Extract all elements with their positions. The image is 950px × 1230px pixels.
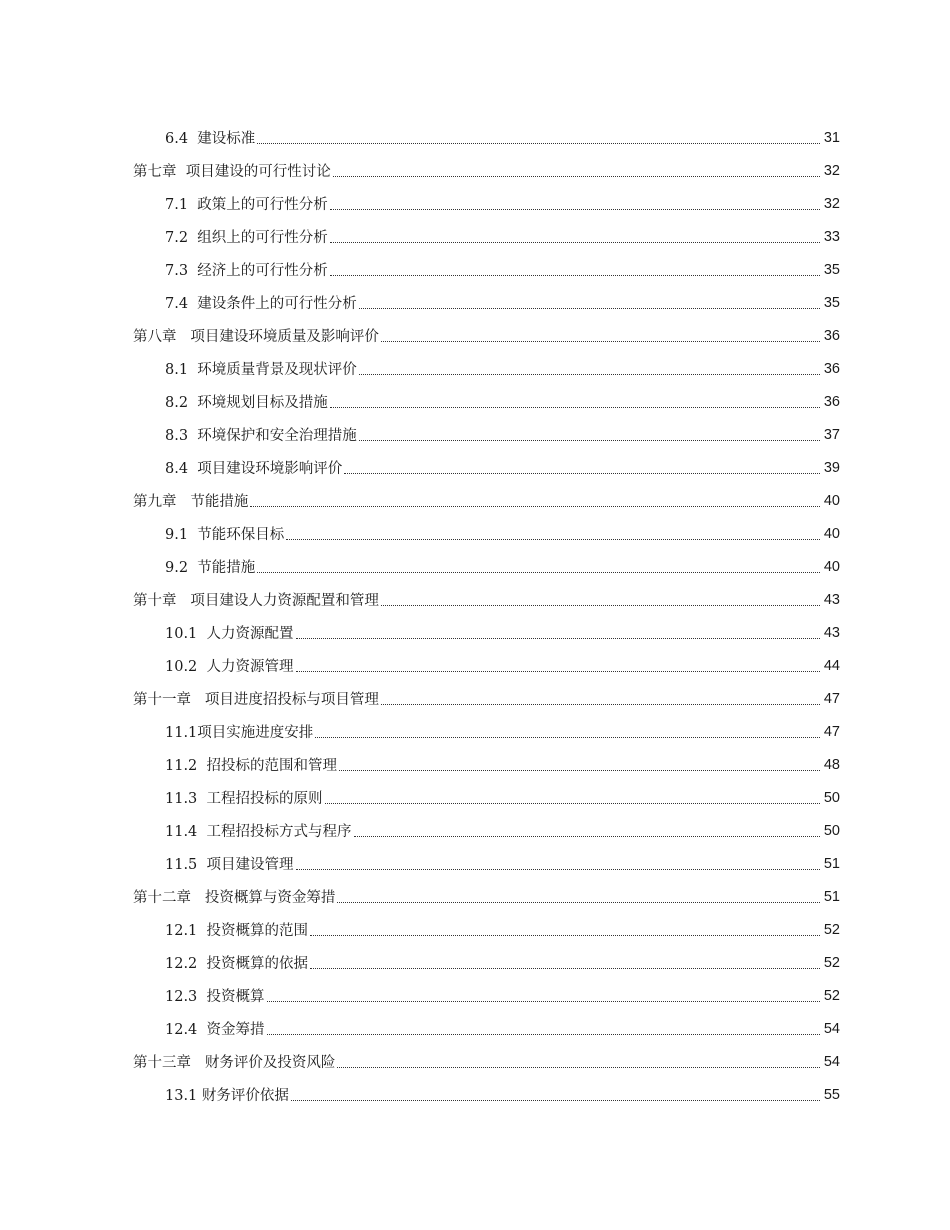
toc-dot-leader — [333, 175, 820, 177]
toc-entry-title: 7.1 政策上的可行性分析 — [165, 197, 328, 213]
toc-entry-title: 11.4 工程招投标方式与程序 — [165, 824, 352, 840]
toc-page-number: 52 — [823, 921, 840, 938]
toc-entry-title: 12.1 投资概算的范围 — [165, 923, 309, 939]
toc-page-number: 54 — [823, 1020, 840, 1037]
toc-page-number: 33 — [823, 228, 840, 245]
toc-entry-title: 7.3 经济上的可行性分析 — [165, 263, 328, 279]
toc-entry-title: 11.2 招投标的范围和管理 — [165, 758, 338, 774]
toc-entry-title: 第九章 节能措施 — [133, 494, 249, 510]
toc-dot-leader — [310, 934, 820, 936]
toc-dot-leader — [291, 1099, 820, 1101]
toc-entry[interactable] — [0, 187, 950, 220]
toc-entry-title: 10.1 人力资源配置 — [165, 626, 294, 642]
toc-entry-title: 8.1 环境质量背景及现状评价 — [165, 362, 357, 378]
toc-entry-title: 12.3 投资概算 — [165, 989, 265, 1005]
toc-entry-title: 第八章 项目建设环境质量及影响评价 — [133, 329, 379, 345]
toc-entry-title: 11.3 工程招投标的原则 — [165, 791, 323, 807]
toc-entry[interactable] — [0, 418, 950, 451]
toc-entry[interactable] — [0, 979, 950, 1012]
toc-page-number: 40 — [823, 492, 840, 509]
toc-entry[interactable] — [0, 649, 950, 682]
toc-entry[interactable] — [0, 913, 950, 946]
toc-page-number: 36 — [823, 360, 840, 377]
toc-dot-leader — [359, 307, 820, 309]
table-of-contents — [0, 121, 950, 1111]
toc-page-number: 43 — [823, 591, 840, 608]
toc-entry-title: 9.1 节能环保目标 — [165, 527, 285, 543]
toc-dot-leader — [250, 505, 820, 507]
toc-dot-leader — [330, 208, 820, 210]
toc-entry[interactable] — [0, 484, 950, 517]
toc-entry-title: 第七章 项目建设的可行性讨论 — [133, 164, 331, 180]
toc-page-number: 39 — [823, 459, 840, 476]
toc-page-number: 32 — [823, 162, 840, 179]
toc-dot-leader — [267, 1033, 820, 1035]
toc-entry-title: 8.4 项目建设环境影响评价 — [165, 461, 343, 477]
toc-entry-title: 11.1项目实施进度安排 — [165, 725, 314, 741]
toc-dot-leader — [296, 670, 820, 672]
toc-dot-leader — [286, 538, 820, 540]
toc-entry-title: 6.4 建设标准 — [165, 131, 256, 147]
toc-dot-leader — [330, 274, 820, 276]
toc-entry[interactable] — [0, 715, 950, 748]
toc-page-number: 47 — [823, 690, 840, 707]
toc-page-number: 43 — [823, 624, 840, 641]
toc-entry-title: 7.2 组织上的可行性分析 — [165, 230, 328, 246]
toc-dot-leader — [381, 604, 820, 606]
toc-page-number: 52 — [823, 954, 840, 971]
toc-entry[interactable] — [0, 946, 950, 979]
toc-page-number: 35 — [823, 261, 840, 278]
toc-entry-title: 7.4 建设条件上的可行性分析 — [165, 296, 357, 312]
toc-page-number: 50 — [823, 822, 840, 839]
toc-dot-leader — [330, 241, 820, 243]
toc-dot-leader — [330, 406, 820, 408]
toc-page-number: 47 — [823, 723, 840, 740]
toc-entry-title: 第十三章 财务评价及投资风险 — [133, 1055, 336, 1071]
toc-entry-title: 第十一章 项目进度招投标与项目管理 — [133, 692, 379, 708]
toc-page-number: 51 — [823, 888, 840, 905]
toc-entry[interactable] — [0, 880, 950, 913]
toc-entry-title: 8.2 环境规划目标及措施 — [165, 395, 328, 411]
toc-entry[interactable] — [0, 121, 950, 154]
toc-entry-title: 11.5 项目建设管理 — [165, 857, 294, 873]
toc-entry[interactable] — [0, 781, 950, 814]
toc-page-number: 55 — [823, 1086, 840, 1103]
toc-page-number: 54 — [823, 1053, 840, 1070]
toc-page-number: 52 — [823, 987, 840, 1004]
toc-entry[interactable] — [0, 517, 950, 550]
toc-page-number: 51 — [823, 855, 840, 872]
toc-entry[interactable] — [0, 286, 950, 319]
toc-page-number: 32 — [823, 195, 840, 212]
toc-entry[interactable] — [0, 583, 950, 616]
toc-dot-leader — [310, 967, 820, 969]
toc-dot-leader — [337, 901, 820, 903]
toc-entry[interactable] — [0, 451, 950, 484]
toc-page-number: 40 — [823, 558, 840, 575]
toc-entry[interactable] — [0, 385, 950, 418]
toc-entry[interactable] — [0, 616, 950, 649]
toc-entry[interactable] — [0, 253, 950, 286]
toc-entry[interactable] — [0, 319, 950, 352]
toc-entry-title: 13.1 财务评价依据 — [165, 1088, 289, 1104]
toc-dot-leader — [339, 769, 820, 771]
toc-entry[interactable] — [0, 814, 950, 847]
toc-entry[interactable] — [0, 682, 950, 715]
toc-entry[interactable] — [0, 847, 950, 880]
toc-entry[interactable] — [0, 352, 950, 385]
toc-page-number: 50 — [823, 789, 840, 806]
toc-page-number: 35 — [823, 294, 840, 311]
toc-entry[interactable] — [0, 1045, 950, 1078]
toc-page-number: 36 — [823, 393, 840, 410]
toc-entry-title: 第十章 项目建设人力资源配置和管理 — [133, 593, 379, 609]
toc-dot-leader — [381, 703, 820, 705]
toc-page-number: 37 — [823, 426, 840, 443]
toc-page-number: 44 — [823, 657, 840, 674]
toc-dot-leader — [381, 340, 820, 342]
toc-dot-leader — [344, 472, 820, 474]
toc-dot-leader — [257, 571, 820, 573]
toc-page-number: 48 — [823, 756, 840, 773]
toc-entry[interactable] — [0, 154, 950, 187]
toc-entry[interactable] — [0, 1078, 950, 1111]
toc-entry-title: 8.3 环境保护和安全治理措施 — [165, 428, 357, 444]
toc-dot-leader — [354, 835, 820, 837]
toc-dot-leader — [296, 637, 820, 639]
toc-entry-title: 9.2 节能措施 — [165, 560, 256, 576]
toc-entry[interactable] — [0, 748, 950, 781]
toc-dot-leader — [296, 868, 820, 870]
toc-page-number: 40 — [823, 525, 840, 542]
toc-dot-leader — [267, 1000, 820, 1002]
toc-dot-leader — [359, 439, 820, 441]
toc-entry[interactable] — [0, 220, 950, 253]
toc-entry-title: 12.2 投资概算的依据 — [165, 956, 309, 972]
toc-entry-title: 12.4 资金筹措 — [165, 1022, 265, 1038]
toc-entry[interactable] — [0, 1012, 950, 1045]
toc-dot-leader — [325, 802, 820, 804]
toc-dot-leader — [257, 142, 820, 144]
toc-entry-title: 第十二章 投资概算与资金筹措 — [133, 890, 336, 906]
toc-dot-leader — [337, 1066, 820, 1068]
toc-page-number: 31 — [823, 129, 840, 146]
toc-entry[interactable] — [0, 550, 950, 583]
toc-dot-leader — [359, 373, 820, 375]
toc-page-number: 36 — [823, 327, 840, 344]
toc-dot-leader — [315, 736, 820, 738]
toc-entry-title: 10.2 人力资源管理 — [165, 659, 294, 675]
